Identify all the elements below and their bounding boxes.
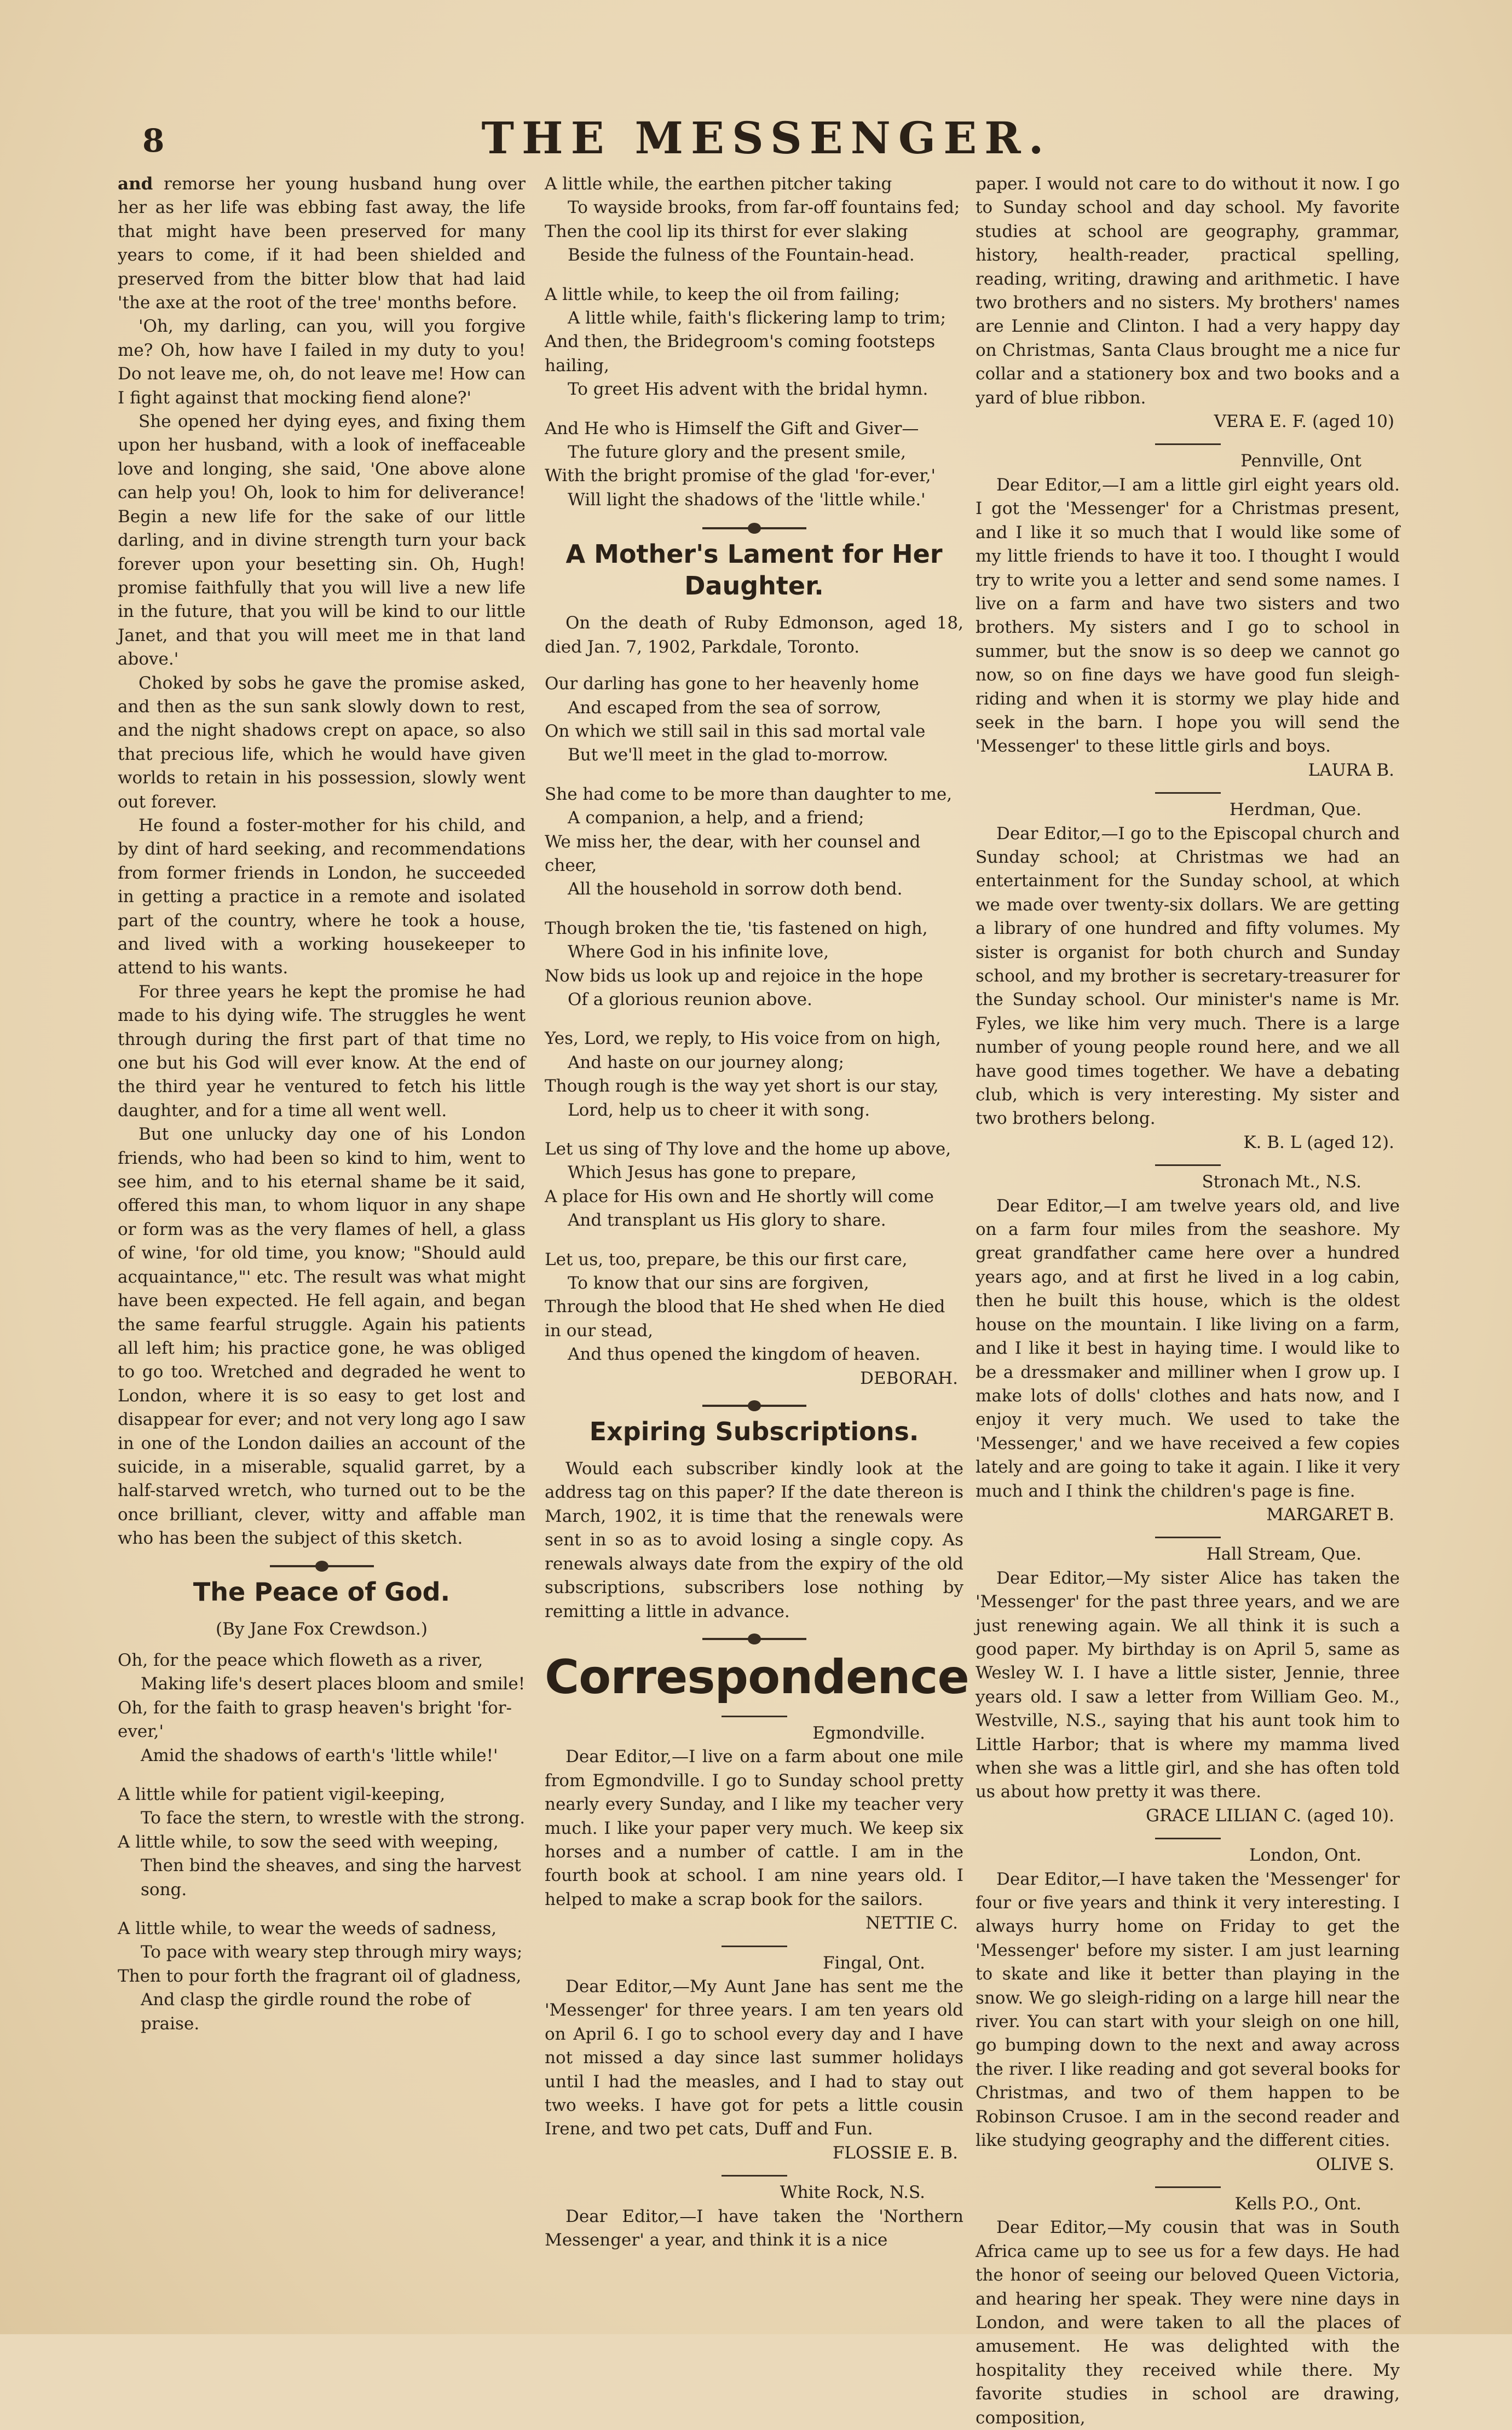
letter-location: Egmondville. <box>812 1723 925 1743</box>
poem-line: And transplant us His glory to share. <box>568 1210 886 1231</box>
letter-body: Dear Editor,—I go to the Episcopal church and Sunday school; at Christmas we had an entertainment for the Sunday school, at which we made over twenty-six dollars. We are getting a library of one hundred and fifty volumes. My sister is organist for both church and Sunday school, and my brother is secretary-treasurer for the Sunday school. Our minister's name is Mr. Fyles, we like him very much. There is a large number of young people round here, and we all have good times together. We have a debating club, which is very interesting. My sister and two brothers belong. <box>976 823 1400 1129</box>
story-first-word: and <box>118 174 153 194</box>
column-2 <box>545 172 969 2252</box>
poem-line: Making life's desert places bloom and smile! <box>141 1674 526 1694</box>
poem-stanza <box>545 672 963 767</box>
rule <box>1155 2186 1221 2188</box>
poem-line: Beside the fulness of the Fountain-head. <box>568 245 915 265</box>
rule <box>722 2175 787 2177</box>
poem-line: And escaped from the sea of sorrow, <box>568 697 882 718</box>
letter-signature: NETTIE C. <box>865 1913 958 1933</box>
poem-line: A little while for patient vigil-keeping, <box>118 1785 446 1804</box>
rule <box>1155 1164 1221 1166</box>
poem-line: Which Jesus has gone to prepare, <box>568 1163 857 1183</box>
poem-stanza <box>545 172 963 268</box>
story-paragraph: For three years he kept the promise he had made to his dying wife. The struggles he went through during the first part of that time no one but his God will ever know. At the end of the third year he ventured to fetch his little daughter, and for a time all went well. <box>118 982 526 1121</box>
poem-line: And thus opened the kingdom of heaven. <box>568 1344 921 1365</box>
column-3 <box>976 172 1400 2430</box>
page-header <box>104 112 1429 164</box>
poem-line: Let us sing of Thy love and the home up above, <box>545 1139 951 1159</box>
rule <box>722 1946 787 1947</box>
poem-line: Oh, for the peace which floweth as a river, <box>118 1650 483 1670</box>
poem-line: She had come to be more than daughter to me, <box>545 784 953 804</box>
story-paragraph <box>118 172 526 315</box>
poem-stanza <box>545 917 963 1012</box>
poem-line: Yes, Lord, we reply, to His voice from on high, <box>545 1029 941 1049</box>
correspondence-heading: Correspondence <box>545 1649 969 1705</box>
story-paragraph: He found a foster-mother for his child, and by dint of hard seeking, and recommendations from former friends in London, he succeeded in getting a practice in a remote and isolated part of the country, where he took a house, and lived with a working housekeeper to attend to his wants. <box>118 815 526 978</box>
poem-line: A little while, to sow the seed with weeping, <box>118 1832 499 1852</box>
poem-line: With the bright promise of the glad 'for-ever,' <box>545 466 936 486</box>
poem-stanza <box>118 1649 526 1768</box>
expiring-subscriptions-body: Would each subscriber kindly look at the address tag on this paper? If the date thereon is March, 1902, it is time that the renewals were sent in so as to avoid losing a single copy. As renewals always date from the expiry of the old subscriptions, subscribers lose nothing by remitting a little in advance. <box>545 1459 963 1621</box>
poem-line: Then to pour forth the fragrant oil of gladness, <box>118 1966 522 1986</box>
poem-line: A little while, the earthen pitcher taking <box>545 174 892 194</box>
poem-line: A companion, a help, and a friend; <box>568 808 864 828</box>
letter-location: London, Ont. <box>1249 1845 1361 1866</box>
rule <box>1155 792 1221 794</box>
letter-signature: VERA E. F. (aged 10) <box>1214 412 1394 432</box>
letter-location: White Rock, N.S. <box>780 2183 925 2203</box>
poem-line: Lord, help us to cheer it with song. <box>568 1100 870 1120</box>
story-paragraph: Choked by sobs he gave the promise asked, and then as the sun sank slowly down to rest, and the night shadows crept on apace, so also that precious life, which he would have given worlds to retain in his possession, slowly went out forever. <box>118 673 526 812</box>
letter-location: Herdman, Que. <box>1229 800 1361 820</box>
story-paragraph: She opened her dying eyes, and fixing them upon her husband, with a look of ineffaceable love and longing, she said, 'One above alone can help you! Oh, look to him for deliverance! Begin a new life for the sake of our little darling, and in divine strength turn your back forever upon your besetting sin. Oh, Hugh! promise faithfully that you will live a new life in the future, that you will be kind to our little Janet, and that you will meet me in that land above.' <box>118 412 526 669</box>
poem-stanza <box>545 1138 963 1233</box>
section-divider <box>270 1565 374 1567</box>
poem-line: Amid the shadows of earth's 'little while!' <box>141 1745 498 1765</box>
letter-location: Fingal, Ont. <box>822 1953 925 1973</box>
poem-line: Through the blood that He shed when He died in our stead, <box>545 1297 945 1341</box>
letter-location: Stronach Mt., N.S. <box>1202 1172 1361 1192</box>
poem-line: Though broken the tie, 'tis fastened on high, <box>545 918 928 938</box>
poem-line: To greet His advent with the bridal hymn. <box>568 379 928 400</box>
poem-line: Of a glorious reunion above. <box>568 989 812 1009</box>
poem-line: But we'll meet in the glad to-morrow. <box>568 745 888 765</box>
poem-line: And then, the Bridegroom's coming footsteps hailing, <box>545 332 936 376</box>
rule <box>722 1716 787 1717</box>
poem-stanza <box>545 283 963 402</box>
story-paragraph: 'Oh, my darling, can you, will you forgive me? Oh, how have I failed in my duty to you! Do not leave me, oh, do not leave me! How can I fight against that mocking fiend alone?' <box>118 316 526 408</box>
letter-body: Dear Editor,—My sister Alice has taken the 'Messenger' for the past three years, and we are just renewing again. We all think it is such a good paper. My birthday is on April 5, same as Wesley W. I. I have a little sister, Jennie, three years old. I saw a letter from William Geo. M., Westville, N.S., saying that his aunt took him to Little Harbor; that is where my mamma lived when she was a little girl, and she has often told us about how pretty it was there. <box>976 1568 1400 1802</box>
poem-line: A little while, faith's flickering lamp to trim; <box>568 308 947 328</box>
poem-line: Then the cool lip its thirst for ever slaking <box>545 221 908 241</box>
rule <box>1155 1838 1221 1839</box>
section-divider <box>702 1638 806 1640</box>
letter-location: Kells P.O., Ont. <box>1234 2194 1361 2214</box>
expiring-subscriptions-title: Expiring Subscriptions. <box>589 1417 919 1447</box>
poem-line: Let us, too, prepare, be this our first care, <box>545 1249 908 1269</box>
poem-line: And clasp the girdle round the robe of praise. <box>141 1990 470 2034</box>
poem-line: Now bids us look up and rejoice in the hope <box>545 966 924 986</box>
lament-title: A Mother's Lament for Her Daughter. <box>565 539 943 601</box>
poem-line: And He who is Himself the Gift and Giver— <box>545 418 919 438</box>
poem-line: Then bind the sheaves, and sing the harvest song. <box>141 1856 521 1900</box>
poem-line: Our darling has gone to her heavenly home <box>545 674 919 694</box>
poem-line: To know that our sins are forgiven, <box>568 1273 869 1294</box>
lament-signature: DEBORAH. <box>860 1368 958 1388</box>
masthead-title: THE MESSENGER. <box>481 112 1052 164</box>
rule <box>1155 443 1221 445</box>
section-divider <box>702 1405 806 1407</box>
letter-signature: LAURA B. <box>1308 760 1394 780</box>
poem-line: We miss her, the dear, with her counsel and cheer, <box>545 832 921 875</box>
poem-stanza <box>118 1917 526 2036</box>
letter-body: Dear Editor,—I have taken the 'Northern Messenger' a year, and think it is a nice <box>545 2206 963 2250</box>
poem-stanza <box>545 417 963 512</box>
poem-line: On which we still sail in this sad mortal vale <box>545 721 926 741</box>
letter-signature: K. B. L (aged 12). <box>1243 1132 1394 1152</box>
poem-line: Will light the shadows of the 'little while.' <box>568 489 926 510</box>
letter-signature: OLIVE S. <box>1315 2154 1394 2174</box>
lament-subtitle: On the death of Ruby Edmonson, aged 18, died Jan. 7, 1902, Parkdale, Toronto. <box>545 613 963 657</box>
poem-line: And haste on our journey along; <box>568 1052 844 1072</box>
letter-body: Dear Editor,—I am twelve years old, and live on a farm four miles from the seashore. My great grandfather came here over a hundred years ago, and at first he lived in a log cabin, then he built this house, which is the oldest house on the mountain. I like living on a farm, and I like it best in haying time. I would like to be a dressmaker and milliner when I grow up. I make lots of dolls' clothes and hats now, and I enjoy it very much. We used to take the 'Messenger,' and we have received a few copies lately and are going to take it again. I like it very much and I think the children's page is fine. <box>976 1196 1400 1501</box>
letter-body-continued: paper. I would not care to do without it now. I go to Sunday school and day school. My favorite studies at school are geography, grammar, history, health-reader, practical spelling, reading, writing, drawing and arithmetic. I have two brothers and no sisters. My brothers' names are Lennie and Clinton. I had a very happy day on Christmas, Santa Claus brought me a nice fur collar and a stationery box and two books and a yard of blue ribbon. <box>976 174 1400 408</box>
poem-line: To pace with weary step through miry ways; <box>141 1942 523 1963</box>
letter-body: Dear Editor,—I have taken the 'Messenger' for four or five years and think it very interesting. I always hurry home on Friday to get the 'Messenger' before my sister. I am just learning to skate and like it better than playing in the snow. We go sleigh-riding on a large hill near the river. You can start with your sleigh on one hill, go bumping down to the next and away across the river. I like reading and got several books for Christmas, and two of them happen to be Robinson Crusoe. I am in the second reader and like studying geography and the different cities. <box>976 1869 1400 2151</box>
poem-stanza <box>545 783 963 902</box>
letter-body: Dear Editor,—I am a little girl eight years old. I got the 'Messenger' for a Christmas present, and I like it so much that I would like some of my little friends to have it too. I thought I would try to write you a letter and send some names. I live on a farm and have two sisters and two brothers. My sisters and I go to school in summer, but the snow is so deep we cannot go now, so on fine days we have good fun sleigh-riding and when it is stormy we play hide and seek in the barn. I hope you will send the 'Messenger' to these little girls and boys. <box>976 475 1400 757</box>
letter-signature: GRACE LILIAN C. (aged 10). <box>1146 1805 1394 1826</box>
poem-stanza <box>545 1027 963 1122</box>
page-number: 8 <box>142 122 165 159</box>
poem-line: To face the stern, to wrestle with the strong. <box>141 1808 526 1828</box>
story-paragraph: But one unlucky day one of his London friends, who had been so kind to him, went to see him, and to his eternal shame be it said, offered this man, to whom liquor in any shape or form was as the very flames of hell, a glass of wine, 'for old time, you know; "Should auld acquaintance,"' etc. The result was what might have been expected. He fell again, and began the same fearful struggle. Again his patients all left him; his practice gone, he was obliged to go too. Wretched and degraded he went to London, where it is so easy to get lost and disappear for ever; and not very long ago I saw in one of the London dailies an account of the suicide, in a miserable, squalid garret, by a half-starved wretch, who turned out to be the once brilliant, clever, witty and affable man who has been the subject of this sketch. <box>118 1124 526 1549</box>
story-paragraph-text: remorse her young husband hung over her as her life was ebbing fast away, the life that might have been preserved for many years to come, if it had been shielded and preserved from the bitter blow that had laid 'the axe at the root of the tree' months before. <box>118 174 526 313</box>
section-divider <box>702 527 806 529</box>
poem-line: A little while, to wear the weeds of sadness, <box>118 1919 497 1939</box>
poem-stanza <box>545 1248 963 1367</box>
column-1 <box>118 172 526 2051</box>
letter-location: Hall Stream, Que. <box>1206 1544 1361 1565</box>
letter-body: Dear Editor,—My Aunt Jane has sent me the 'Messenger' for three years. I am ten years old on April 6. I go to school every day and I have not missed a day since last summer holidays until I had the measles, and I had to stay out two weeks. I have got for pets a little cousin Irene, and two pet cats, Duff and Fun. <box>545 1976 963 2139</box>
poem-title: The Peace of God. <box>193 1577 451 1607</box>
poem-byline: (By Jane Fox Crewdson.) <box>216 1619 428 1639</box>
letter-location: Pennville, Ont <box>1240 451 1361 471</box>
poem-line: Where God in his infinite love, <box>568 942 829 962</box>
poem-line: The future glory and the present smile, <box>568 442 906 463</box>
poem-line: A place for His own and He shortly will come <box>545 1186 934 1207</box>
poem-stanza <box>118 1783 526 1902</box>
poem-line: Oh, for the faith to grasp heaven's bright 'for-ever,' <box>118 1698 512 1742</box>
letter-body: Dear Editor,—I live on a farm about one mile from Egmondville. I go to Sunday school pretty nearly every Sunday, and I like my teacher very much. I like your paper very much. We keep six horses and a number of cattle. I am in the fourth book at school. I am nine years old. I helped to make a scrap book for the sailors. <box>545 1747 963 1909</box>
letter-signature: FLOSSIE E. B. <box>832 2143 958 2163</box>
letter-signature: MARGARET B. <box>1266 1504 1394 1525</box>
poem-line: A little while, to keep the oil from failing; <box>545 284 900 304</box>
letter-body: Dear Editor,—My cousin that was in South Africa came up to see us for a few days. He had the honor of seeing our beloved Queen Victoria, and hearing her speak. They were nine days in London, and were taken to all the places of amusement. He was delighted with the hospitality they received while there. My favorite studies in school are drawing, composition, <box>976 2218 1400 2428</box>
rule <box>1155 1537 1221 1538</box>
poem-line: All the household in sorrow doth bend. <box>568 879 903 899</box>
poem-line: Though rough is the way yet short is our stay, <box>545 1076 939 1096</box>
poem-line: To wayside brooks, from far-off fountains fed; <box>568 198 960 218</box>
